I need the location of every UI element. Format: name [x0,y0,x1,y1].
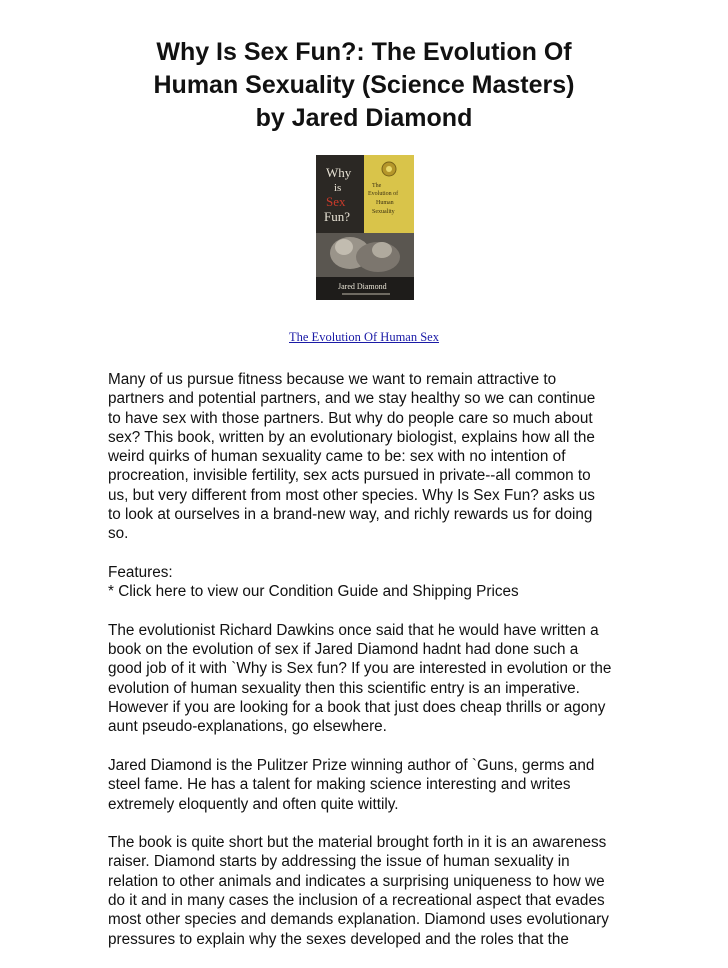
title-line: Why Is Sex Fun?: The Evolution Of [156,38,572,66]
text-line: aunt pseudo-explanations, go elsewhere. [108,718,387,736]
text-line: to have sex with those partners. But why do people care so much about [108,409,593,427]
text-line: us, but very different from most other species. Why Is Sex Fun? asks us [108,486,595,504]
title-line: Human Sexuality (Science Masters) [153,71,575,99]
paragraph-review [108,833,628,949]
text-line: most other species and demands explanation. Diamond uses evolutionary [108,911,609,929]
text-line: do it and in many cases the inclusion of a recreational aspect that evades [108,892,605,910]
text-line: evolution of human sexuality then this scientific entry is an imperative. [108,679,580,697]
text-line: good job of it with `Why is Sex fun? If you are interested in evolution or the [108,660,612,678]
text-line: relation to other animals and indicates a surprising uniqueness to how we [108,872,605,890]
paragraph-description [108,370,628,544]
text-line: pressures to explain why the sexes developed and the roles that the [108,930,569,948]
cover-title-word: Fun? [324,209,350,224]
cover-subtitle-word: Human [376,200,394,206]
paragraph-dawkins [108,621,628,737]
body-text [108,370,628,968]
cover-title-word: Sex [326,194,346,209]
text-line: The book is quite short but the material brought forth in it is an awareness [108,834,607,852]
text-line: The evolutionist Richard Dawkins once said that he would have written a [108,621,599,639]
cover-link[interactable]: The Evolution Of Human Sex [289,330,439,344]
text-line: Many of us pursue fitness because we want to remain attractive to [108,371,557,388]
text-line: sex? This book, written by an evolutionary biologist, explains how all the [108,428,595,446]
cover-subtitle-word: Evolution of [368,191,399,197]
text-line: * Click here to view our Condition Guide and Shipping Prices [108,583,519,601]
text-line: However if you are looking for a book that just does cheap thrills or agony [108,699,606,717]
cover-subtitle-word: The [372,183,382,189]
paragraph-features [108,563,628,602]
cover-subtitle-word: Sexuality [372,209,395,215]
caption [0,330,728,345]
text-line: raiser. Diamond starts by addressing the issue of human sexuality in [108,853,570,871]
cover-title-word: is [334,182,342,194]
text-line: partners and potential partners, and we stay healthy so we can continue [108,390,596,408]
cover-title-word: Why [326,165,352,180]
title-line: by Jared Diamond [255,104,473,132]
text-line: to look at ourselves in a brand-new way, and richly rewards us for doing [108,506,593,524]
text-line: so. [108,525,129,543]
text-line: Jared Diamond is the Pulitzer Prize winning author of `Guns, germs and [108,756,595,774]
paragraph-author [108,756,628,814]
cover-author: Jared Diamond [338,282,387,291]
document-title [90,36,638,135]
text-line: steel fame. He has a talent for making science interesting and writes [108,776,571,794]
text-line: book on the evolution of sex if Jared Diamond hadnt had done such a [108,641,579,659]
text-line: Features: [108,563,173,581]
text-line: extremely eloquently and often quite wittily. [108,795,399,813]
text-line: weird quirks of human sexuality came to be: sex with no intention of [108,448,566,466]
book-cover-image [316,155,414,300]
text-line: procreation, invisible fertility, sex acts pursued in private--all common to [108,467,591,485]
